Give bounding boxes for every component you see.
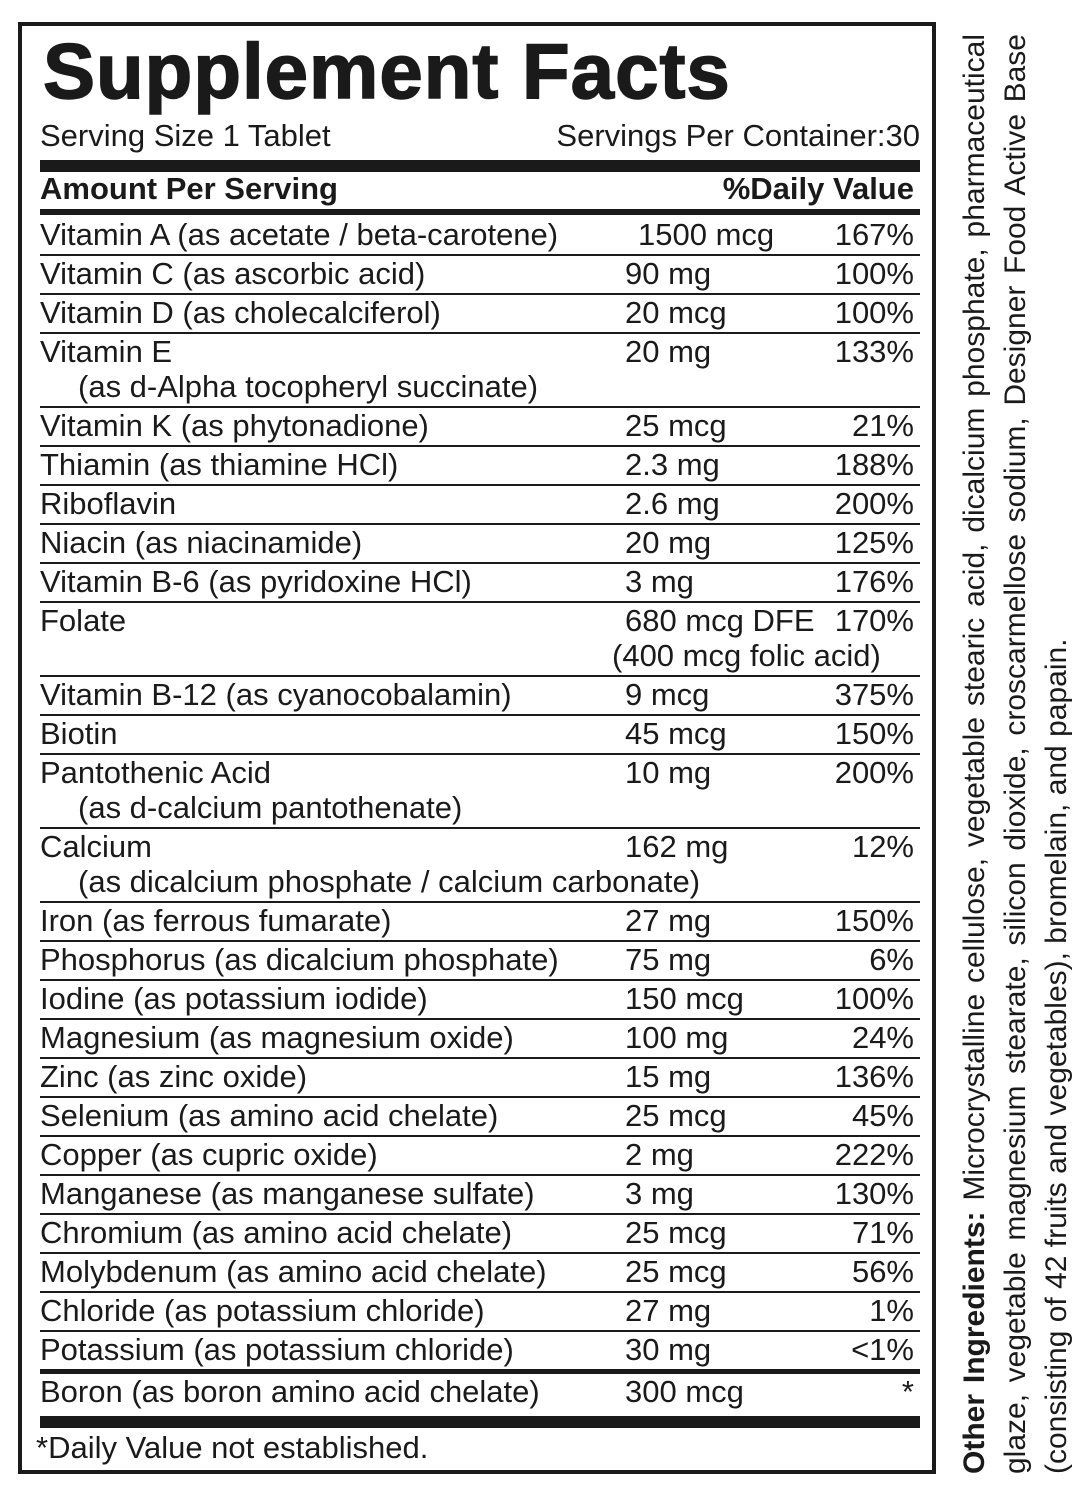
nutrient-name: Molybdenum (as amino acid chelate): [40, 1254, 547, 1289]
nutrient-amount: 90 mg: [625, 256, 712, 291]
nutrient-amount: 25 mcg: [625, 1254, 727, 1289]
nutrient-amount: 1500 mcg: [638, 217, 775, 252]
nutrient-name: Calcium: [40, 829, 152, 864]
nutrient-daily-value: 200%: [834, 486, 914, 521]
nutrient-daily-value: 130%: [834, 1176, 914, 1211]
nutrient-name: Boron (as boron amino acid chelate): [40, 1374, 540, 1409]
nutrient-amount: 2 mg: [625, 1137, 694, 1172]
nutrient-daily-value: 188%: [834, 447, 914, 482]
nutrient-amount: 20 mg: [625, 334, 712, 369]
nutrient-row: [40, 755, 920, 829]
nutrient-name: Vitamin D (as cholecalciferol): [40, 295, 441, 330]
divider-header: [40, 209, 920, 215]
nutrient-amount: 3 mg: [625, 1176, 694, 1211]
nutrient-row: [40, 256, 920, 295]
nutrient-source: (as d-Alpha tocopheryl succinate): [78, 369, 539, 404]
nutrient-row: [40, 334, 920, 408]
supplement-facts-panel: [18, 22, 936, 1474]
nutrient-name: Thiamin (as thiamine HCl): [40, 447, 399, 482]
nutrient-name: Zinc (as zinc oxide): [40, 1059, 308, 1094]
nutrient-row: [40, 829, 920, 903]
nutrient-source: (as dicalcium phosphate / calcium carbonate): [78, 864, 701, 899]
other-ingredients-label: Other Ingredients:: [958, 1211, 991, 1474]
nutrient-daily-value: <1%: [851, 1332, 914, 1367]
nutrient-amount: 25 mcg: [625, 1215, 727, 1250]
nutrient-name: Vitamin B-6 (as pyridoxine HCl): [40, 564, 472, 599]
nutrient-row: [40, 408, 920, 447]
nutrient-name: Vitamin B-12 (as cyanocobalamin): [40, 677, 512, 712]
nutrient-amount: 20 mg: [625, 525, 712, 560]
nutrient-daily-value: 100%: [834, 981, 914, 1016]
nutrient-row: [40, 1293, 920, 1332]
servings-per-container: Servings Per Container:30: [556, 118, 920, 153]
nutrient-daily-value: 222%: [834, 1137, 914, 1172]
nutrient-amount: 10 mg: [625, 755, 712, 790]
nutrient-row: [40, 525, 920, 564]
nutrient-amount: 3 mg: [625, 564, 694, 599]
nutrient-name: Folate: [40, 603, 127, 638]
nutrient-name: Chloride (as potassium chloride): [40, 1293, 485, 1328]
nutrient-amount: 680 mcg DFE: [625, 603, 815, 638]
nutrient-amount: 2.3 mg: [625, 447, 720, 482]
nutrient-amount: 75 mg: [625, 942, 712, 977]
nutrient-row: [40, 1098, 920, 1137]
nutrient-name: Selenium (as amino acid chelate): [40, 1098, 499, 1133]
nutrient-daily-value: 136%: [834, 1059, 914, 1094]
nutrient-name: Iron (as ferrous fumarate): [40, 903, 392, 938]
nutrient-daily-value: 150%: [834, 716, 914, 751]
nutrient-daily-value: 133%: [834, 334, 914, 369]
nutrient-name: Copper (as cupric oxide): [40, 1137, 378, 1172]
nutrient-amount: 100 mg: [625, 1020, 729, 1055]
nutrient-row: [40, 1254, 920, 1293]
nutrient-name: Potassium (as potassium chloride): [40, 1332, 514, 1367]
nutrient-name: Iodine (as potassium iodide): [40, 981, 428, 1016]
nutrient-amount: 25 mcg: [625, 408, 727, 443]
nutrient-row: [40, 1176, 920, 1215]
other-ingredients-text: Microcrystalline cellulose, vegetable stearic acid, dicalcium phosphate, pharmaceutical glaze, vegetable magnesium stearate, silicon dioxide, croscarmellose sodium, Designer Food Active Base (consisting of 42 fruits and vegetables), bromelain, and papain.: [958, 34, 1073, 1474]
nutrient-name: Manganese (as manganese sulfate): [40, 1176, 535, 1211]
nutrient-daily-value: 167%: [834, 217, 914, 252]
nutrient-source: (as d-calcium pantothenate): [78, 790, 463, 825]
nutrient-daily-value: 12%: [851, 829, 914, 864]
nutrient-daily-value: 170%: [834, 603, 914, 638]
nutrient-name: Vitamin C (as ascorbic acid): [40, 256, 426, 291]
nutrient-row: [40, 903, 920, 942]
nutrient-amount: 30 mg: [625, 1332, 712, 1367]
nutrient-row: [40, 447, 920, 486]
panel-title: Supplement Facts: [43, 27, 731, 115]
nutrient-row: [40, 564, 920, 603]
nutrient-amount: 20 mcg: [625, 295, 727, 330]
nutrient-row: [40, 1332, 920, 1374]
nutrient-daily-value: 125%: [834, 525, 914, 560]
nutrient-amount: 27 mg: [625, 903, 712, 938]
nutrient-daily-value: 176%: [834, 564, 914, 599]
nutrient-name: Biotin: [40, 716, 118, 751]
nutrient-name: Chromium (as amino acid chelate): [40, 1215, 513, 1250]
nutrient-amount-note: (400 mcg folic acid): [612, 638, 881, 673]
nutrient-daily-value: 100%: [834, 256, 914, 291]
nutrient-table: [40, 217, 920, 1411]
nutrient-name: Niacin (as niacinamide): [40, 525, 363, 560]
nutrient-row: [40, 486, 920, 525]
nutrient-daily-value: 71%: [851, 1215, 914, 1250]
nutrient-daily-value: 56%: [851, 1254, 914, 1289]
daily-value-header: %Daily Value: [722, 171, 914, 206]
nutrient-name: Vitamin A (as acetate / beta-carotene): [40, 217, 559, 252]
nutrient-amount: 9 mcg: [625, 677, 710, 712]
nutrient-row: [40, 981, 920, 1020]
nutrient-name: Vitamin K (as phytonadione): [40, 408, 429, 443]
nutrient-name: Magnesium (as magnesium oxide): [40, 1020, 514, 1055]
nutrient-row: [40, 1020, 920, 1059]
nutrient-row: [40, 217, 920, 256]
nutrient-daily-value: 1%: [869, 1293, 914, 1328]
nutrient-name: Phosphorus (as dicalcium phosphate): [40, 942, 559, 977]
footnote: *Daily Value not established.: [36, 1430, 429, 1465]
nutrient-row: [40, 677, 920, 716]
nutrient-daily-value: *: [901, 1374, 914, 1409]
nutrient-name: Vitamin E: [40, 334, 173, 369]
nutrient-row: [40, 1215, 920, 1254]
nutrient-daily-value: 21%: [851, 408, 914, 443]
amount-per-serving-header: Amount Per Serving: [40, 171, 338, 206]
nutrient-row: [40, 1374, 920, 1411]
nutrient-amount: 300 mcg: [625, 1374, 744, 1409]
nutrient-row: [40, 716, 920, 755]
nutrient-row: [40, 1059, 920, 1098]
nutrient-daily-value: 200%: [834, 755, 914, 790]
nutrient-daily-value: 6%: [869, 942, 914, 977]
nutrient-amount: 45 mcg: [625, 716, 727, 751]
nutrient-amount: 15 mg: [625, 1059, 712, 1094]
other-ingredients: [954, 34, 1073, 1474]
nutrient-daily-value: 24%: [851, 1020, 914, 1055]
nutrient-row: [40, 1137, 920, 1176]
nutrient-daily-value: 45%: [851, 1098, 914, 1133]
nutrient-amount: 27 mg: [625, 1293, 712, 1328]
nutrient-amount: 162 mg: [625, 829, 729, 864]
serving-size: Serving Size 1 Tablet: [40, 118, 331, 153]
nutrient-row: [40, 942, 920, 981]
nutrient-name: Riboflavin: [40, 486, 177, 521]
nutrient-amount: 25 mcg: [625, 1098, 727, 1133]
nutrient-row: [40, 295, 920, 334]
nutrient-row: [40, 603, 920, 677]
nutrient-daily-value: 375%: [834, 677, 914, 712]
nutrient-amount: 2.6 mg: [625, 486, 720, 521]
nutrient-daily-value: 150%: [834, 903, 914, 938]
divider-thick-bottom: [40, 1416, 920, 1428]
nutrient-name: Pantothenic Acid: [40, 755, 271, 790]
nutrient-daily-value: 100%: [834, 295, 914, 330]
nutrient-amount: 150 mcg: [625, 981, 744, 1016]
